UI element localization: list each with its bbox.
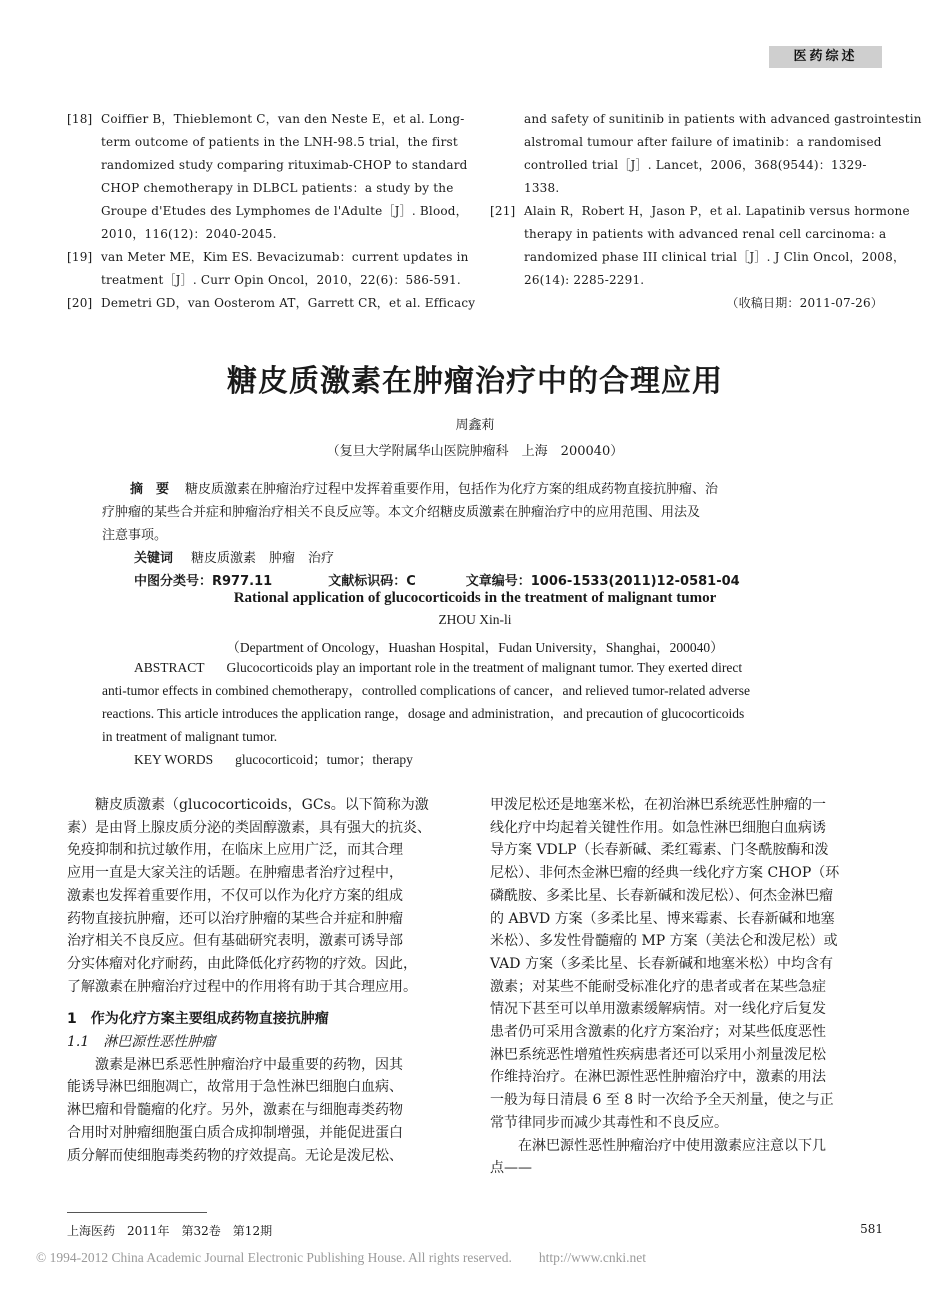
section-heading-1: 1 作为化疗方案主要组成药物直接抗肿瘤 [67, 1011, 329, 1028]
reference-number: [21] [490, 204, 516, 218]
clc-number: 中图分类号：R977.11 [134, 574, 273, 589]
page-number: 581 [860, 1222, 883, 1236]
reference-number: [18] [67, 112, 93, 126]
article-title: 糖皮质激素在肿瘤治疗中的合理应用 [227, 364, 723, 399]
english-title: Rational application of glucocorticoids in the treatment of malignant tumor [233, 590, 717, 606]
author-affiliation: （复旦大学附属华山医院肿瘤科 上海 200040） [326, 444, 624, 459]
footer-rule [67, 1212, 207, 1213]
received-date: （收稿日期：2011-07-26） [726, 296, 883, 310]
doc-code: 文献标识码：C [328, 574, 416, 589]
references-left [67, 108, 476, 315]
body-right-column: 甲泼尼松还是地塞米松，在初治淋巴系统恶性肿瘤的一 线化疗中均起着关键性作用。如急性淋巴细胞白血病诱 导方案 VDLP（长春新碱、柔红霉素、门冬酰胺酶和泼 尼松）、非何杰金淋巴瘤的经典一线化疗方案 CHOP（环 磷酰胺、多柔比星、长春新碱和泼尼松）、何杰金淋巴瘤 的 ABVD 方案（多柔比星、博来霉素、长春新碱和地塞 米松）、多发性骨髓瘤的 MP 方案（美法仑和泼尼松）或 VAD 方案（多柔比星、长春新碱和地塞米松）中均含有 激素；对某些不能耐受标准化疗的患者或者在某些急症 情况下甚至可以单用激素缓解病情。对一线化疗后复发 患者仍可采用含激素的化疗方案治疗；对某些低度恶性 淋巴系统恶性增殖性疾病患者还可以采用小剂量泼尼松 作维持治疗。在淋巴源性恶性肿瘤治疗中，激素的用法 一般为每日清晨 6 至 8 时一次给予全天剂量，使之与正 常节律同步而减少其毒性和不良反应。 在淋巴源性恶性肿瘤治疗中使用激素应注意以下几 点—— [490, 797, 840, 1177]
english-author: ZHOU Xin-li [438, 612, 512, 627]
reference-21: [21] Alain R，Robert H，Jason P，et al. Lapatinib versus hormone therapy in patients with advanced renal cell carcinoma: a randomized phase III clinical trial［J］. J Clin Oncol，2008， 26(14): 2285-2291. [490, 200, 883, 292]
abstract-cn: 摘 要 糖皮质激素在肿瘤治疗过程中发挥着重要作用，包括作为化疗方案的组成药物直接抗肿瘤、治 疗肿瘤的某些合并症和肿瘤治疗相关不良反应等。本文介绍糖皮质激素在肿瘤治疗中的应用范围、用法及 注意事项。 关键词 糖皮质激素 肿瘤 治疗 中图分类号：R977.11 文献标识码：C 文章编号：1006-1533(2011)12-0581-04 [102, 478, 850, 593]
english-affiliation: （Department of Oncology，Huashan Hospital，Fudan University，Shanghai，200040） [226, 640, 724, 655]
references-right [490, 108, 922, 315]
body-left-column: 糖皮质激素（glucocorticoids，GCs。以下简称为激 素）是由肾上腺皮质分泌的类固醇激素，具有强大的抗炎、 免疫抑制和抗过敏作用，在临床上应用广泛，而其合理 应用一直是大家关注的话题。在肿瘤患者治疗过程中， 激素也发挥着重要作用，不仅可以作为化疗方案的组成 药物直接抗肿瘤，还可以治疗肿瘤的某些合并症和肿瘤 治疗相关不良反应。但有基础研究表明，激素可诱导部 分实体瘤对化疗耐药，由此降低化疗药物的疗效。因此， 了解激素在肿瘤治疗过程中的作用将有助于其合理应用。 1 作为化疗方案主要组成药物直接抗肿瘤 1.1 淋巴源性恶性肿瘤 激素是淋巴系恶性肿瘤治疗中最重要的药物，因其 能诱导淋巴细胞凋亡，故常用于急性淋巴细胞白血病、 淋巴瘤和骨髓瘤的化疗。另外，激素在与细胞毒类药物 合用时对肿瘤细胞蛋白质合成抑制增强，并能促进蛋白 质分解而使细胞毒类药物的疗效提高。无论是泼尼松、 [67, 794, 467, 1167]
reference-19: [19] van Meter ME，Kim ES. Bevacizumab：current updates in treatment［J］. Curr Opin Oncol，2010，22(6)：586-591. [67, 246, 467, 292]
author-name: 周鑫莉 [455, 418, 495, 433]
reference-18: [18] Coiffier B，Thieblemont C，van den Neste E，et al. Long- term outcome of patients in the LNH-98.5 trial，the first randomized study comparing rituximab-CHOP to standard CHOP chemotherapy in DLBCL patients：a study by the Groupe d'Etudes des Lymphomes de l'Adulte［J］. Blood， 2010，116(12)：2040-2045. [67, 108, 467, 246]
journal-info: 上海医药 2011年 第32卷 第12期 [67, 1224, 273, 1238]
section-heading-1-1: 1.1 淋巴源性恶性肿瘤 [67, 1034, 216, 1051]
keywords-en-label: KEY WORDS [134, 752, 214, 767]
abstract-en-label: ABSTRACT [134, 660, 205, 675]
article-number: 文章编号：1006-1533(2011)12-0581-04 [465, 574, 740, 589]
reference-number: [19] [67, 250, 93, 264]
reference-20-continued: and safety of sunitinib in patients with advanced gastrointestin alstromal tumour after failure of imatinib：a randomised controlled trial［J］. Lancet，2006，368(9544)：1329- 1338. [524, 112, 922, 195]
keywords-en: KEY WORDS glucocorticoid；tumor；therapy [134, 752, 413, 767]
abstract-en: ABSTRACT Glucocorticoids play an important role in the treatment of malignant tumor. They exerted direct anti-tumor effects in combined chemotherapy，controlled complications of cancer，and relieved tumor-related adverse reactions. This article introduces the application range，dosage and administration，and precaution of glucocorticoids in treatment of malignant tumor. KEY WORDS glucocorticoid；tumor；therapy [102, 656, 850, 771]
keywords-cn: 关键词 糖皮质激素 肿瘤 治疗 [134, 551, 335, 566]
reference-20: [20] Demetri GD，van Oosterom AT，Garrett CR，et al. Efficacy [67, 292, 467, 315]
section-tag: 医药综述 [769, 46, 882, 68]
abstract-label: 摘 要 [130, 482, 170, 497]
reference-number: [20] [67, 296, 93, 310]
copyright-line: © 1994-2012 China Academic Journal Electronic Publishing House. All rights reserved. http://www.cnki.net [36, 1250, 647, 1265]
keywords-label: 关键词 [134, 551, 174, 566]
